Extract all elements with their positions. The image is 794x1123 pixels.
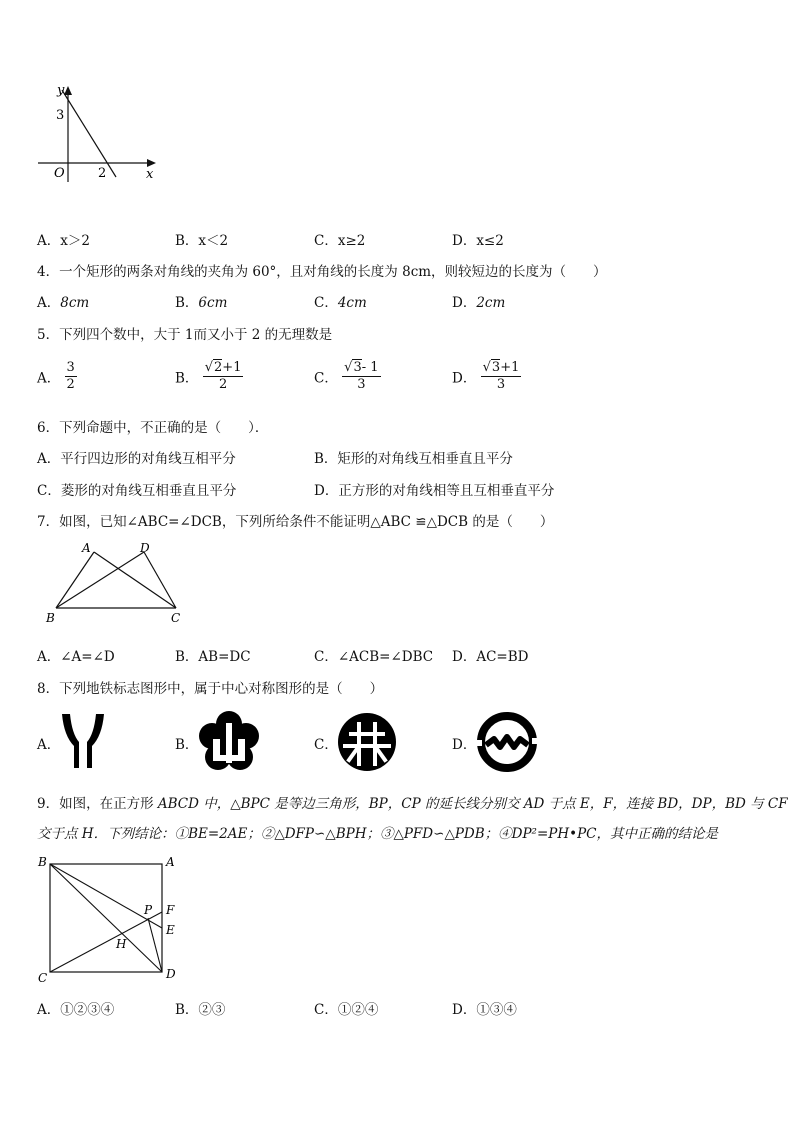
x-axis-label: x <box>146 167 154 182</box>
q5-d-denominator: 3 <box>496 377 506 392</box>
q4-option-d-value: 2cm <box>476 295 506 311</box>
metro-logo-y-icon <box>60 712 106 770</box>
q5-d-radicand: 3 <box>491 360 501 375</box>
q5-option-b-fraction <box>203 360 244 393</box>
q4-option-a[interactable] <box>37 291 89 311</box>
q8-option-d[interactable] <box>452 733 476 753</box>
q6-option-b[interactable]: B．矩形的对角线互相垂直且平分 <box>314 451 513 467</box>
q5-option-d-fraction <box>481 360 522 393</box>
q8-option-c-label: C． <box>314 737 338 753</box>
q9-option-c[interactable]: C．①②④ <box>314 1002 379 1018</box>
q5-d-rest: +1 <box>500 360 520 375</box>
point-label-h: H <box>116 937 127 951</box>
q3-option-b[interactable]: B．x＜2 <box>175 233 229 249</box>
q8-option-c[interactable] <box>314 733 338 753</box>
sqrt-sign-icon: √ <box>482 360 491 375</box>
origin-label: O <box>54 166 65 181</box>
point-label-a: A <box>166 855 175 869</box>
metro-logo-flower-icon <box>198 711 260 773</box>
q9-option-d[interactable]: D．①③④ <box>452 1002 517 1018</box>
q5-c-denominator: 3 <box>357 377 366 392</box>
x-intercept-label: 2 <box>98 166 107 181</box>
y-intercept-label: 3 <box>56 108 65 123</box>
q5-option-c[interactable] <box>314 360 381 393</box>
point-label-b: B <box>46 611 55 625</box>
q3-line-graph <box>30 78 170 188</box>
q5-option-a-fraction <box>65 360 77 393</box>
q5-a-denominator: 2 <box>66 377 75 392</box>
q4-stem: 4．一个矩形的两条对角线的夹角为 60°，且对角线的长度为 8cm，则较短边的长度为（ ） <box>37 264 607 280</box>
q7-triangle-figure <box>40 538 190 630</box>
q4-option-b-value: 6cm <box>198 295 228 311</box>
point-label-b: B <box>38 855 47 869</box>
q7-option-b[interactable]: B．AB=DC <box>175 649 251 665</box>
q5-c-rest: - 1 <box>361 360 379 375</box>
q8-option-d-label: D． <box>452 737 477 753</box>
sqrt-sign-icon: √ <box>344 360 353 375</box>
q4-option-d[interactable] <box>452 291 505 311</box>
q5-c-radicand: 3 <box>353 360 362 375</box>
q6-option-d[interactable]: D．正方形的对角线相等且互相垂直平分 <box>314 483 555 499</box>
q5-a-numerator: 3 <box>66 360 75 375</box>
q6-stem: 6．下列命题中，不正确的是（ ）． <box>37 420 269 436</box>
q6-option-c[interactable]: C．菱形的对角线互相垂直且平分 <box>37 483 237 499</box>
q7-option-c[interactable]: C．∠ACB=∠DBC <box>314 649 434 665</box>
q5-b-denominator: 2 <box>218 377 228 392</box>
q4-option-a-label: A． <box>37 295 61 311</box>
q4-option-c-value: 4cm <box>337 295 367 311</box>
q3-option-d[interactable]: D．x≤2 <box>452 233 504 249</box>
point-label-d: D <box>166 967 176 981</box>
y-axis-label: y <box>57 83 65 98</box>
q4-option-c[interactable] <box>314 291 367 311</box>
q9-stem-line1 <box>37 792 788 812</box>
q3-option-a[interactable]: A．x＞2 <box>37 233 90 249</box>
q3-option-c[interactable]: C．x≥2 <box>314 233 366 249</box>
q7-option-d[interactable]: D．AC=BD <box>452 649 529 665</box>
q4-option-c-label: C． <box>314 295 338 311</box>
q5-option-b[interactable] <box>175 360 243 393</box>
q8-stem: 8．下列地铁标志图形中，属于中心对称图形的是（ ） <box>37 681 384 697</box>
point-label-d: D <box>140 541 150 555</box>
q8-option-a[interactable] <box>37 733 60 753</box>
q5-option-c-label: C． <box>314 370 338 387</box>
q6-option-a[interactable]: A．平行四边形的对角线互相平分 <box>37 451 236 467</box>
q5-b-rest: +1 <box>222 360 242 375</box>
q4-option-b[interactable] <box>175 291 227 311</box>
point-label-c: C <box>171 611 181 625</box>
point-label-p: P <box>144 903 153 917</box>
q7-option-a[interactable]: A．∠A=∠D <box>37 649 115 665</box>
q4-option-d-label: D． <box>452 295 477 311</box>
q5-option-b-label: B． <box>175 370 199 387</box>
q9-stem-prefix: 9．如图，在正方形 <box>37 796 158 812</box>
q9-stem-line2: 交于点 H．下列结论：①BE=2AE；②△DFP∽△BPH；③△PFD∽△PDB；④DP²=PH•PC，其中正确的结论是 <box>37 826 719 842</box>
q9-stem-body: ABCD 中，△BPC 是等边三角形，BP，CP 的延长线分别交 AD 于点 E，F，连接 BD，DP，BD 与 CF <box>157 796 788 812</box>
point-label-e: E <box>166 923 175 937</box>
sqrt-sign-icon: √ <box>204 360 214 375</box>
q5-option-a-label: A． <box>37 370 61 387</box>
q5-option-a[interactable] <box>37 360 77 393</box>
q9-option-a[interactable]: A．①②③④ <box>37 1002 115 1018</box>
q9-square-figure <box>30 850 190 988</box>
q4-option-a-value: 8cm <box>60 295 90 311</box>
q4-option-b-label: B． <box>175 295 199 311</box>
point-label-c: C <box>38 971 48 985</box>
q5-option-d-label: D． <box>452 370 477 387</box>
metro-logo-circle-icon <box>337 712 397 772</box>
q5-option-d[interactable] <box>452 360 521 393</box>
point-label-a: A <box>82 541 91 555</box>
q8-option-b-label: B． <box>175 737 199 753</box>
q8-option-b[interactable] <box>175 733 198 753</box>
metro-logo-ring-icon <box>476 711 538 773</box>
q5-stem: 5．下列四个数中，大于 1而又小于 2 的无理数是 <box>37 327 333 343</box>
q9-option-b[interactable]: B．②③ <box>175 1002 226 1018</box>
point-label-f: F <box>166 903 175 917</box>
q8-option-a-label: A． <box>37 737 61 753</box>
q5-b-radicand: 2 <box>214 360 223 375</box>
q7-stem: 7．如图，已知∠ABC=∠DCB，下列所给条件不能证明△ABC ≌△DCB 的是（ ） <box>37 514 554 530</box>
q5-option-c-fraction <box>342 360 380 393</box>
